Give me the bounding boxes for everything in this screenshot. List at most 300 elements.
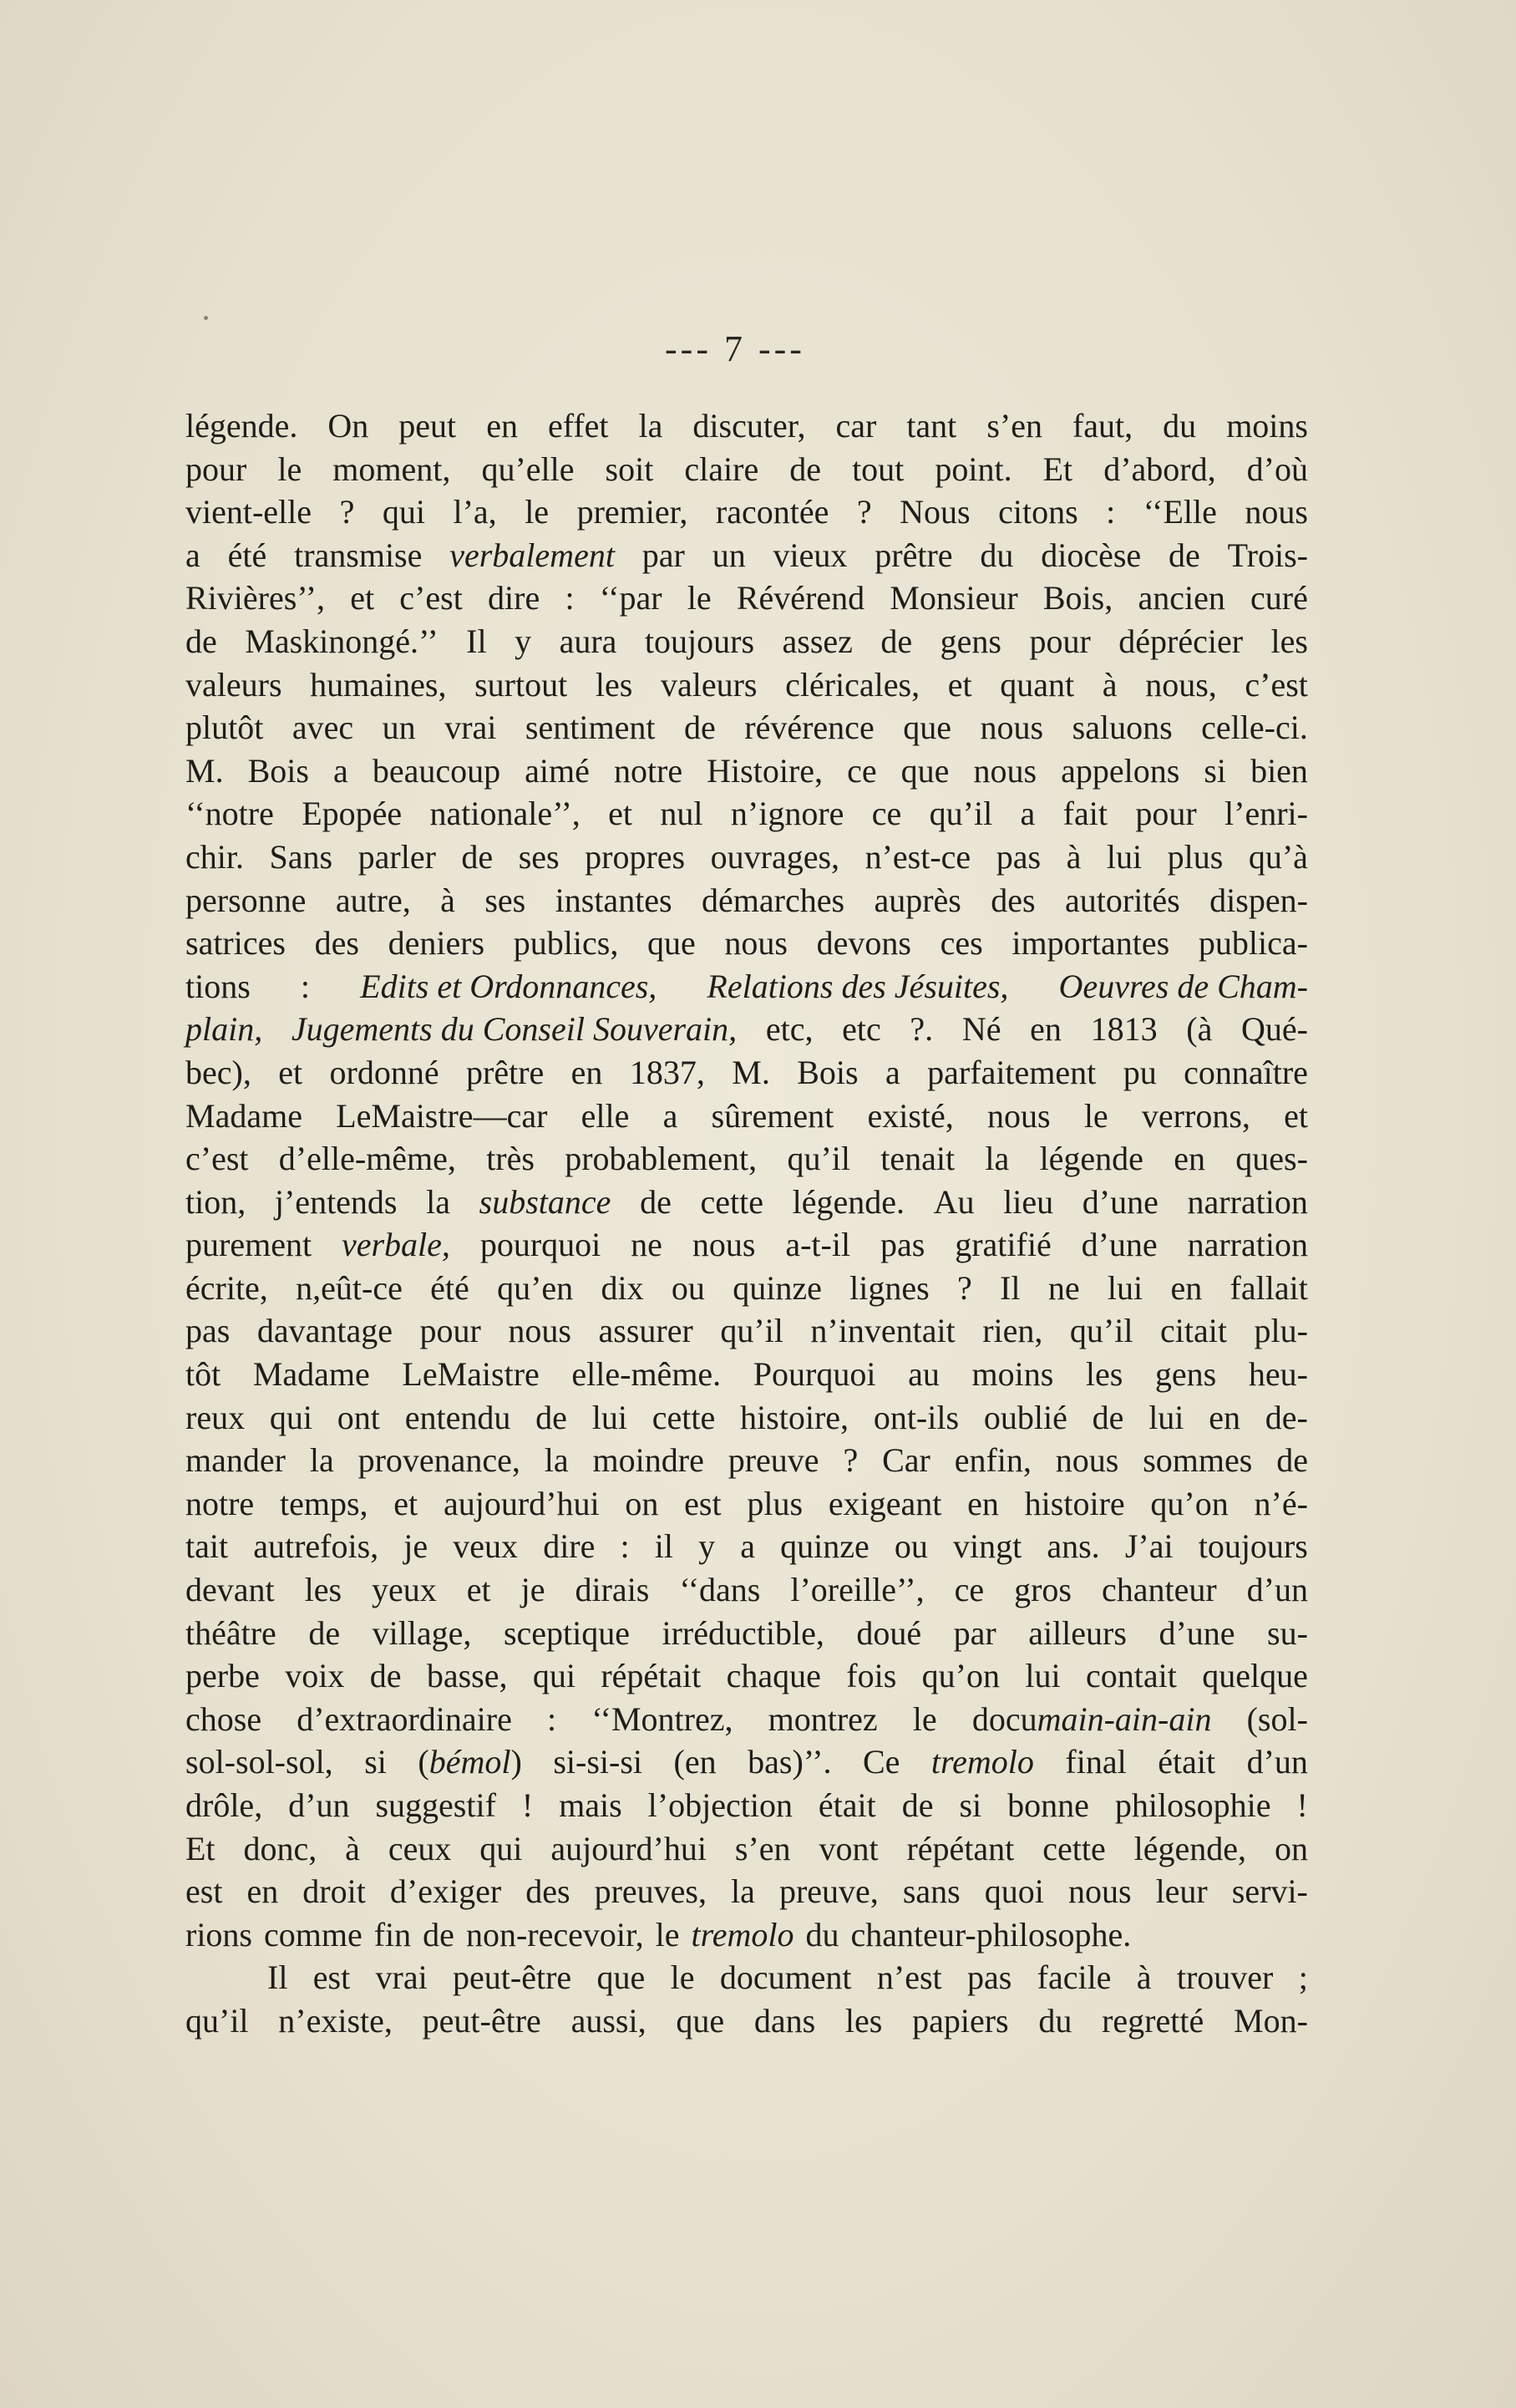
word: déprécier [1118, 622, 1244, 660]
word: vient-elle [185, 493, 312, 531]
word: de [423, 1915, 454, 1953]
word: on [1274, 1829, 1308, 1867]
word: (à [1186, 1010, 1213, 1049]
word: racontée [715, 493, 829, 531]
word: il [654, 1527, 673, 1566]
word: a [185, 536, 200, 574]
word: de [369, 1657, 402, 1695]
word: qu’il [720, 1312, 783, 1350]
word: irréductible, [662, 1613, 824, 1652]
word: légende. [185, 407, 298, 445]
word: droit [302, 1872, 366, 1911]
word: et [947, 665, 972, 704]
word: toujours [1198, 1527, 1308, 1566]
word: assurer [598, 1312, 693, 1350]
word: Pourquoi [753, 1355, 876, 1394]
word: publica- [1198, 924, 1308, 963]
word: peut [398, 407, 457, 445]
word: philosophie [1114, 1786, 1271, 1824]
word: ‘‘notre [185, 795, 274, 833]
word: nous [692, 1226, 756, 1264]
text-line [185, 706, 1308, 749]
word: d’un [1246, 1571, 1308, 1609]
word: Jugements du Conseil Souverain, [291, 1010, 738, 1049]
word: peut-être [422, 2001, 541, 2040]
word: la [731, 1872, 755, 1911]
word: et [466, 1571, 491, 1609]
word: d’abord, [1103, 450, 1216, 488]
word: c’est [399, 579, 463, 617]
word: servi- [1231, 1872, 1308, 1911]
word: Bois [247, 751, 309, 790]
word: de [1276, 1441, 1308, 1480]
word: vingt [953, 1527, 1022, 1566]
word: importantes [1012, 924, 1170, 963]
word: ont-ils [873, 1398, 960, 1436]
word: sentiment [525, 709, 656, 747]
word: en [1170, 1268, 1203, 1307]
word: 1837, [629, 1053, 705, 1091]
word: de [1092, 1398, 1124, 1436]
word: ? [843, 1441, 859, 1480]
word: 1813 [1090, 1010, 1158, 1049]
word-group [418, 1740, 521, 1784]
word: n,eût-ce [296, 1268, 403, 1307]
text-line [185, 1525, 1308, 1568]
text-line [185, 663, 1308, 707]
word: cléricales, [785, 665, 920, 704]
text-line [185, 534, 1308, 577]
word: théâtre [185, 1613, 276, 1652]
word: bas)’’. [748, 1743, 832, 1781]
word: Nous [900, 493, 971, 531]
word: répétant [906, 1829, 1015, 1867]
word: plain, [185, 1010, 263, 1049]
text-line [185, 879, 1308, 922]
text-line [185, 1137, 1308, 1181]
word: dire [543, 1527, 596, 1566]
word: la [426, 1182, 451, 1221]
word: ? [856, 493, 872, 531]
word: à [345, 1829, 360, 1867]
word: moins [971, 1355, 1054, 1394]
word: que [900, 751, 950, 790]
word: ordonné [329, 1053, 439, 1091]
word: propres [585, 837, 686, 876]
word: en [1209, 1398, 1240, 1436]
word: Révérend [736, 579, 865, 617]
word: vrai [375, 1958, 428, 1997]
text-line [185, 1396, 1308, 1440]
word: trouver [1176, 1958, 1274, 1997]
word: Car [882, 1441, 930, 1480]
word: : [565, 579, 575, 617]
word: de [640, 1182, 672, 1221]
word: preuve, [778, 1872, 879, 1911]
text-line [185, 1051, 1308, 1095]
word: discuter, [692, 407, 806, 445]
word: cette [1042, 1829, 1106, 1867]
word: un [382, 709, 416, 747]
word: aujourd’hui [550, 1829, 707, 1867]
word: des [991, 881, 1036, 919]
word: veux [453, 1527, 519, 1566]
word: pour [1029, 622, 1091, 660]
word: qui [479, 1829, 523, 1867]
word: et [278, 1053, 303, 1091]
word: comme [264, 1915, 363, 1953]
word: l’objection [647, 1786, 793, 1824]
word: Qué- [1241, 1010, 1308, 1049]
word: rions [185, 1915, 252, 1953]
word: elle-même. [571, 1355, 722, 1394]
word: qu’en [497, 1268, 574, 1307]
word: cette [652, 1398, 716, 1436]
word: valeurs [660, 665, 758, 704]
word: etc [842, 1010, 881, 1049]
word: diocèse [1041, 536, 1142, 574]
word: a [662, 1096, 678, 1135]
word: si [1204, 751, 1227, 790]
word: nul [660, 795, 703, 833]
word: ces [940, 924, 983, 963]
word: le [277, 450, 302, 488]
word: exigeant [828, 1484, 942, 1522]
word: Relations des Jésuites, [707, 967, 1009, 1005]
word: mais [559, 1786, 622, 1824]
word: chanteur [1101, 1571, 1217, 1609]
word: sceptique [503, 1613, 630, 1652]
word: purement [185, 1226, 312, 1264]
word: ce [954, 1571, 985, 1609]
word: de [185, 622, 217, 660]
word: plutôt [185, 709, 264, 747]
word: plus [747, 1484, 804, 1522]
word: Bois [797, 1053, 859, 1091]
word: les [1270, 622, 1308, 660]
word: ailleurs [1028, 1613, 1127, 1652]
word: écrite, [185, 1268, 268, 1307]
text-line [185, 1267, 1308, 1310]
word: si-si-si [553, 1743, 643, 1781]
word: y [515, 622, 532, 660]
word: a [740, 1527, 755, 1566]
word: curé [1250, 579, 1308, 617]
word: est [684, 1484, 722, 1522]
word: non-recevoir, [465, 1915, 644, 1953]
word: les [844, 2001, 883, 2040]
word: ne [631, 1226, 662, 1264]
word: citons [998, 493, 1078, 531]
word: facile [1037, 1958, 1112, 1997]
word: chir. [185, 837, 244, 876]
word: chose [185, 1699, 262, 1738]
word: du [805, 1915, 839, 1953]
word: Rivières’’, [185, 579, 325, 617]
word: verbale, [341, 1226, 450, 1264]
word: Bois, [1042, 579, 1113, 617]
word: fait [1062, 795, 1108, 833]
word: c’est [1245, 665, 1308, 704]
word: je [403, 1527, 428, 1566]
word: qu’elle [481, 450, 575, 488]
word: autre, [335, 881, 411, 919]
word: Monsieur [890, 579, 1018, 617]
word: montrez [768, 1699, 878, 1738]
word: Epopée [302, 795, 403, 833]
word: substance [479, 1182, 611, 1221]
word: on [625, 1484, 659, 1522]
word: ! [1296, 1786, 1308, 1824]
word: nous [1245, 493, 1308, 531]
word: que [676, 2001, 725, 2040]
word: du [980, 536, 1014, 574]
text-line [185, 1482, 1308, 1526]
word: la [544, 1441, 569, 1480]
word: quinze [733, 1268, 822, 1307]
word: bémol [428, 1743, 511, 1781]
word: peut-être [453, 1958, 572, 1997]
word: très [486, 1140, 535, 1178]
word: tôt [185, 1355, 221, 1394]
word: : [1106, 493, 1116, 531]
word: d’un [288, 1786, 350, 1824]
word: Et [185, 1829, 215, 1867]
word: sommes [1143, 1441, 1253, 1480]
word: tremolo [691, 1915, 794, 1953]
word: le [687, 579, 712, 617]
word: avec [292, 709, 354, 747]
word: transmise [294, 536, 423, 574]
word: par [641, 536, 685, 574]
word: l’enri- [1224, 795, 1308, 833]
word: été [430, 1268, 469, 1307]
word: ( [418, 1743, 429, 1781]
word: sol-sol-sol, [185, 1743, 333, 1781]
word: vrai [444, 709, 497, 747]
word: ‘‘Elle [1143, 493, 1217, 531]
word: celle-ci. [1201, 709, 1308, 747]
word: nous [508, 1312, 571, 1350]
text-line [185, 1223, 1308, 1267]
word: davantage [256, 1312, 393, 1350]
word: l’a, [453, 493, 497, 531]
word: ne [1047, 1268, 1080, 1307]
text-line [185, 577, 1308, 620]
word: qu’on [1150, 1484, 1229, 1522]
word: ‘‘dans [679, 1571, 761, 1609]
word: lieu [1003, 1182, 1054, 1221]
word: quinze [780, 1527, 870, 1566]
word: auprès [874, 881, 961, 919]
word: instantes [555, 881, 672, 919]
word: Madame [185, 1096, 302, 1135]
word: sûrement [711, 1096, 834, 1135]
word: ‘‘par [599, 579, 662, 617]
word: ‘‘Montrez, [591, 1699, 733, 1738]
word: dirais [575, 1571, 650, 1609]
word: en [967, 1484, 999, 1522]
text-line [185, 1612, 1308, 1655]
text-line [185, 1698, 1308, 1741]
text-line [185, 1353, 1308, 1396]
page-number: --- 7 --- [665, 328, 805, 369]
word: ans. [1047, 1527, 1100, 1566]
word: à [1066, 837, 1082, 876]
word: gens [940, 622, 1001, 660]
word: en [570, 1053, 603, 1091]
word: dans [753, 2001, 816, 2040]
word: fois [846, 1657, 897, 1695]
word: qu’il [929, 795, 993, 833]
text-line [185, 1095, 1308, 1138]
word: été [227, 536, 267, 574]
word: gens [1154, 1355, 1217, 1394]
word: en [486, 407, 518, 445]
word: histoire [1024, 1484, 1125, 1522]
word: dispen- [1209, 881, 1308, 919]
text-line [185, 404, 1308, 448]
word: pour [419, 1312, 481, 1350]
word: lui [1107, 1268, 1143, 1307]
word: voix [285, 1657, 345, 1695]
word: du [1038, 2001, 1072, 2040]
word: ! [521, 1786, 534, 1824]
word: est [312, 1958, 351, 1997]
word: gratifié [955, 1226, 1052, 1264]
word: était [1158, 1743, 1216, 1781]
word: tenait [880, 1140, 956, 1178]
word: chanteur-philosophe. [850, 1915, 1132, 1953]
word: narration [1187, 1226, 1308, 1264]
word: : [547, 1699, 557, 1738]
word: ce [847, 751, 877, 790]
word: en [246, 1872, 279, 1911]
text-line [185, 448, 1308, 491]
word: regretté [1102, 2001, 1204, 2040]
word: le [525, 493, 550, 531]
word: verbalement [449, 536, 615, 574]
word: pas [996, 837, 1042, 876]
word: et [393, 1484, 418, 1522]
word: assez [782, 622, 853, 660]
word: ont [337, 1398, 380, 1436]
word: pas [185, 1312, 231, 1350]
word: le [912, 1699, 937, 1738]
word: satrices [185, 924, 286, 963]
word: Ce [862, 1743, 900, 1781]
text-line [185, 490, 1308, 534]
word: basse, [426, 1657, 508, 1695]
word: plu- [1254, 1312, 1308, 1350]
word: yeux [372, 1571, 437, 1609]
word: main-ain-ain [1037, 1699, 1212, 1738]
word: temps, [279, 1484, 368, 1522]
word: lignes [849, 1268, 930, 1307]
word: le [670, 1958, 695, 1997]
word: reux [185, 1398, 246, 1436]
word: sans [902, 1872, 961, 1911]
word: était [818, 1786, 876, 1824]
word: d’une [1159, 1613, 1235, 1652]
word: deniers [388, 924, 485, 963]
word: a-t-il [785, 1226, 851, 1264]
word: qui [269, 1398, 312, 1436]
word: a [1020, 795, 1036, 833]
word: n’ignore [730, 795, 844, 833]
word: parler [357, 837, 436, 876]
word: Histoire, [707, 751, 824, 790]
word: claire [684, 450, 759, 488]
word: perbe [185, 1657, 260, 1695]
word: la [309, 1441, 334, 1480]
word: lui [1106, 837, 1143, 876]
word: aujourd’hui [443, 1484, 600, 1522]
word: premier, [576, 493, 688, 531]
word: village, [372, 1613, 472, 1652]
word: la [638, 407, 663, 445]
word: drôle, [185, 1786, 263, 1824]
word: ses [518, 837, 560, 876]
word: parfaitement [927, 1053, 1097, 1091]
word: est [185, 1872, 223, 1911]
word: Il [466, 622, 487, 660]
word: preuve [728, 1441, 819, 1480]
text-line [185, 1827, 1308, 1871]
word: quant [1000, 665, 1075, 704]
word: contait [1085, 1657, 1177, 1695]
word: provenance, [357, 1441, 520, 1480]
word: pour [1135, 795, 1197, 833]
body-text [185, 404, 1308, 2043]
word: (en [673, 1743, 717, 1781]
text-line [185, 965, 1308, 1008]
word: aimé [525, 751, 590, 790]
word: bec), [185, 1053, 251, 1091]
word: LeMaistre—car [336, 1096, 548, 1135]
word: suggestif [375, 1786, 496, 1824]
word: preuves, [594, 1872, 707, 1911]
word: tant [906, 407, 957, 445]
word: Il [1000, 1268, 1021, 1307]
word: probablement, [565, 1140, 758, 1178]
word: car [835, 407, 877, 445]
word: lui [1148, 1398, 1184, 1436]
word: bonne [1007, 1786, 1089, 1824]
word: ?. [910, 1010, 934, 1049]
word-group [972, 1698, 1212, 1741]
word: : [300, 967, 311, 1005]
word: docu [971, 1699, 1037, 1738]
word: narration [1187, 1182, 1308, 1221]
word: Et [1042, 450, 1073, 488]
word: j’entends [274, 1182, 398, 1221]
word: d’une [1082, 1182, 1159, 1221]
word: je [520, 1571, 545, 1609]
word: ? [957, 1268, 972, 1307]
word: qu’il [1069, 1312, 1133, 1350]
word: saluons [1072, 709, 1173, 747]
word: n’é- [1254, 1484, 1308, 1522]
word: d’un [1246, 1743, 1308, 1781]
word: par [953, 1613, 996, 1652]
word: citait [1160, 1312, 1227, 1350]
word: si [959, 1786, 982, 1824]
word: entendu [404, 1398, 511, 1436]
paper-speck [204, 316, 208, 320]
word: démarches [702, 881, 845, 919]
word: à [440, 881, 455, 919]
